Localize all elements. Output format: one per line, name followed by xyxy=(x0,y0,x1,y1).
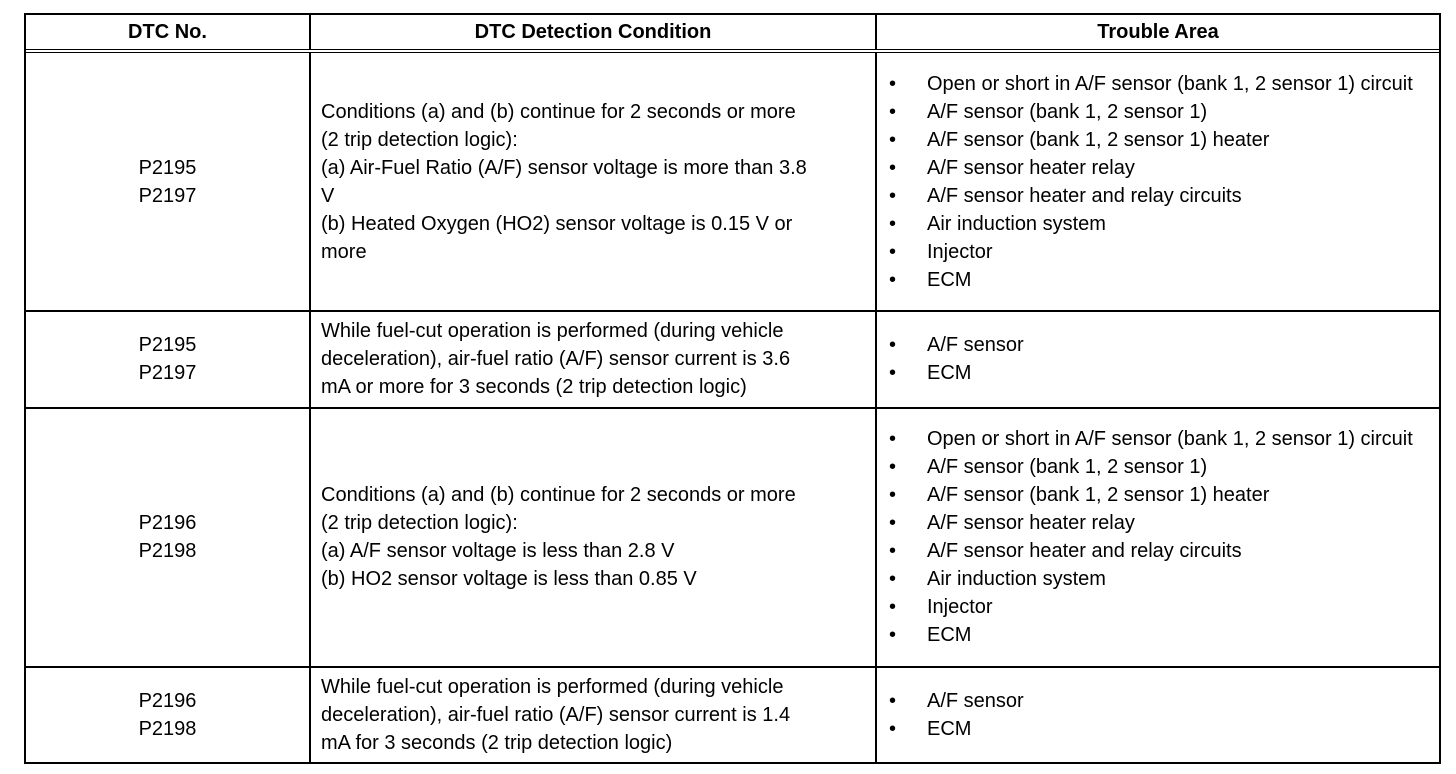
list-item: • ECM xyxy=(887,621,1429,649)
condition-line: mA or more for 3 seconds (2 trip detection logic) xyxy=(321,376,747,399)
bullet-icon: • xyxy=(889,512,897,535)
bullet-icon: • xyxy=(889,484,897,507)
dtc-code: P2195 xyxy=(138,334,197,357)
bullet-icon: • xyxy=(889,428,897,451)
list-item: • ECM xyxy=(887,266,1429,294)
bullet-icon: • xyxy=(889,456,897,479)
detection-condition-cell xyxy=(310,408,876,667)
dtc-code-cell xyxy=(26,408,310,667)
trouble-area-cell xyxy=(876,408,1439,667)
list-item: • A/F sensor (bank 1, 2 sensor 1) xyxy=(887,98,1429,126)
dtc-code: P2196 xyxy=(138,689,197,712)
detection-condition-cell xyxy=(310,51,876,311)
detection-condition-cell xyxy=(310,311,876,407)
list-item: • Air induction system xyxy=(887,565,1429,593)
table-header-row xyxy=(26,15,1439,51)
condition-line: (2 trip detection logic): xyxy=(321,512,518,535)
trouble-area-list xyxy=(887,425,1429,649)
dtc-code: P2196 xyxy=(138,512,197,535)
dtc-code: P2195 xyxy=(138,156,197,179)
dtc-code: P2197 xyxy=(138,362,197,385)
bullet-icon: • xyxy=(889,540,897,563)
dtc-table-frame xyxy=(24,13,1441,764)
bullet-icon: • xyxy=(889,362,897,385)
header-trouble-area: Trouble Area xyxy=(876,15,1439,51)
bullet-icon: • xyxy=(889,689,897,712)
table-row xyxy=(26,667,1439,762)
list-item: • A/F sensor heater relay xyxy=(887,509,1429,537)
trouble-area-cell xyxy=(876,51,1439,311)
detection-condition-cell xyxy=(310,667,876,762)
trouble-area-cell xyxy=(876,667,1439,762)
condition-line: (2 trip detection logic): xyxy=(321,128,518,151)
list-item: • A/F sensor (bank 1, 2 sensor 1) xyxy=(887,453,1429,481)
bullet-icon: • xyxy=(889,624,897,647)
bullet-icon: • xyxy=(889,268,897,291)
condition-line: While fuel-cut operation is performed (during vehicle xyxy=(321,320,784,343)
table-row xyxy=(26,51,1439,311)
condition-line: (a) A/F sensor voltage is less than 2.8 V xyxy=(321,540,675,563)
list-item: • A/F sensor xyxy=(887,331,1429,359)
list-item: • ECM xyxy=(887,359,1429,387)
bullet-icon: • xyxy=(889,717,897,740)
condition-line: (b) Heated Oxygen (HO2) sensor voltage is 0.15 V or xyxy=(321,212,793,235)
bullet-icon: • xyxy=(889,100,897,123)
bullet-icon: • xyxy=(889,212,897,235)
bullet-icon: • xyxy=(889,240,897,263)
trouble-area-list xyxy=(887,687,1429,743)
dtc-code: P2198 xyxy=(138,717,197,740)
list-item: • A/F sensor heater and relay circuits xyxy=(887,537,1429,565)
list-item: • Open or short in A/F sensor (bank 1, 2 sensor 1) circuit xyxy=(887,70,1429,98)
list-item: • A/F sensor heater and relay circuits xyxy=(887,182,1429,210)
table-row xyxy=(26,408,1439,667)
condition-line: (b) HO2 sensor voltage is less than 0.85 V xyxy=(321,568,697,591)
bullet-icon: • xyxy=(889,334,897,357)
condition-line: V xyxy=(321,184,335,207)
trouble-area-list xyxy=(887,331,1429,387)
trouble-area-cell xyxy=(876,311,1439,407)
condition-line: deceleration), air-fuel ratio (A/F) sensor current is 1.4 xyxy=(321,703,791,726)
bullet-icon: • xyxy=(889,128,897,151)
dtc-code: P2197 xyxy=(138,184,197,207)
bullet-icon: • xyxy=(889,156,897,179)
condition-line: Conditions (a) and (b) continue for 2 seconds or more xyxy=(321,100,796,123)
condition-line: mA for 3 seconds (2 trip detection logic) xyxy=(321,731,673,754)
condition-line: deceleration), air-fuel ratio (A/F) sensor current is 3.6 xyxy=(321,348,791,371)
header-detection-condition: DTC Detection Condition xyxy=(310,15,876,51)
dtc-code-cell xyxy=(26,51,310,311)
dtc-code: P2198 xyxy=(138,540,197,563)
trouble-area-list xyxy=(887,70,1429,294)
list-item: • A/F sensor xyxy=(887,687,1429,715)
dtc-code-cell xyxy=(26,667,310,762)
list-item: • Injector xyxy=(887,593,1429,621)
dtc-table xyxy=(26,15,1439,762)
list-item: • A/F sensor heater relay xyxy=(887,154,1429,182)
bullet-icon: • xyxy=(889,184,897,207)
condition-line: more xyxy=(321,240,367,263)
list-item: • Injector xyxy=(887,238,1429,266)
table-row xyxy=(26,311,1439,407)
header-dtc-no: DTC No. xyxy=(26,15,310,51)
dtc-code-cell xyxy=(26,311,310,407)
condition-line: (a) Air-Fuel Ratio (A/F) sensor voltage is more than 3.8 xyxy=(321,156,807,179)
condition-line: While fuel-cut operation is performed (during vehicle xyxy=(321,675,784,698)
bullet-icon: • xyxy=(889,568,897,591)
bullet-icon: • xyxy=(889,72,897,95)
list-item: • A/F sensor (bank 1, 2 sensor 1) heater xyxy=(887,481,1429,509)
condition-line: Conditions (a) and (b) continue for 2 seconds or more xyxy=(321,484,796,507)
list-item: • Open or short in A/F sensor (bank 1, 2 sensor 1) circuit xyxy=(887,425,1429,453)
list-item: • A/F sensor (bank 1, 2 sensor 1) heater xyxy=(887,126,1429,154)
list-item: • Air induction system xyxy=(887,210,1429,238)
list-item: • ECM xyxy=(887,715,1429,743)
bullet-icon: • xyxy=(889,596,897,619)
